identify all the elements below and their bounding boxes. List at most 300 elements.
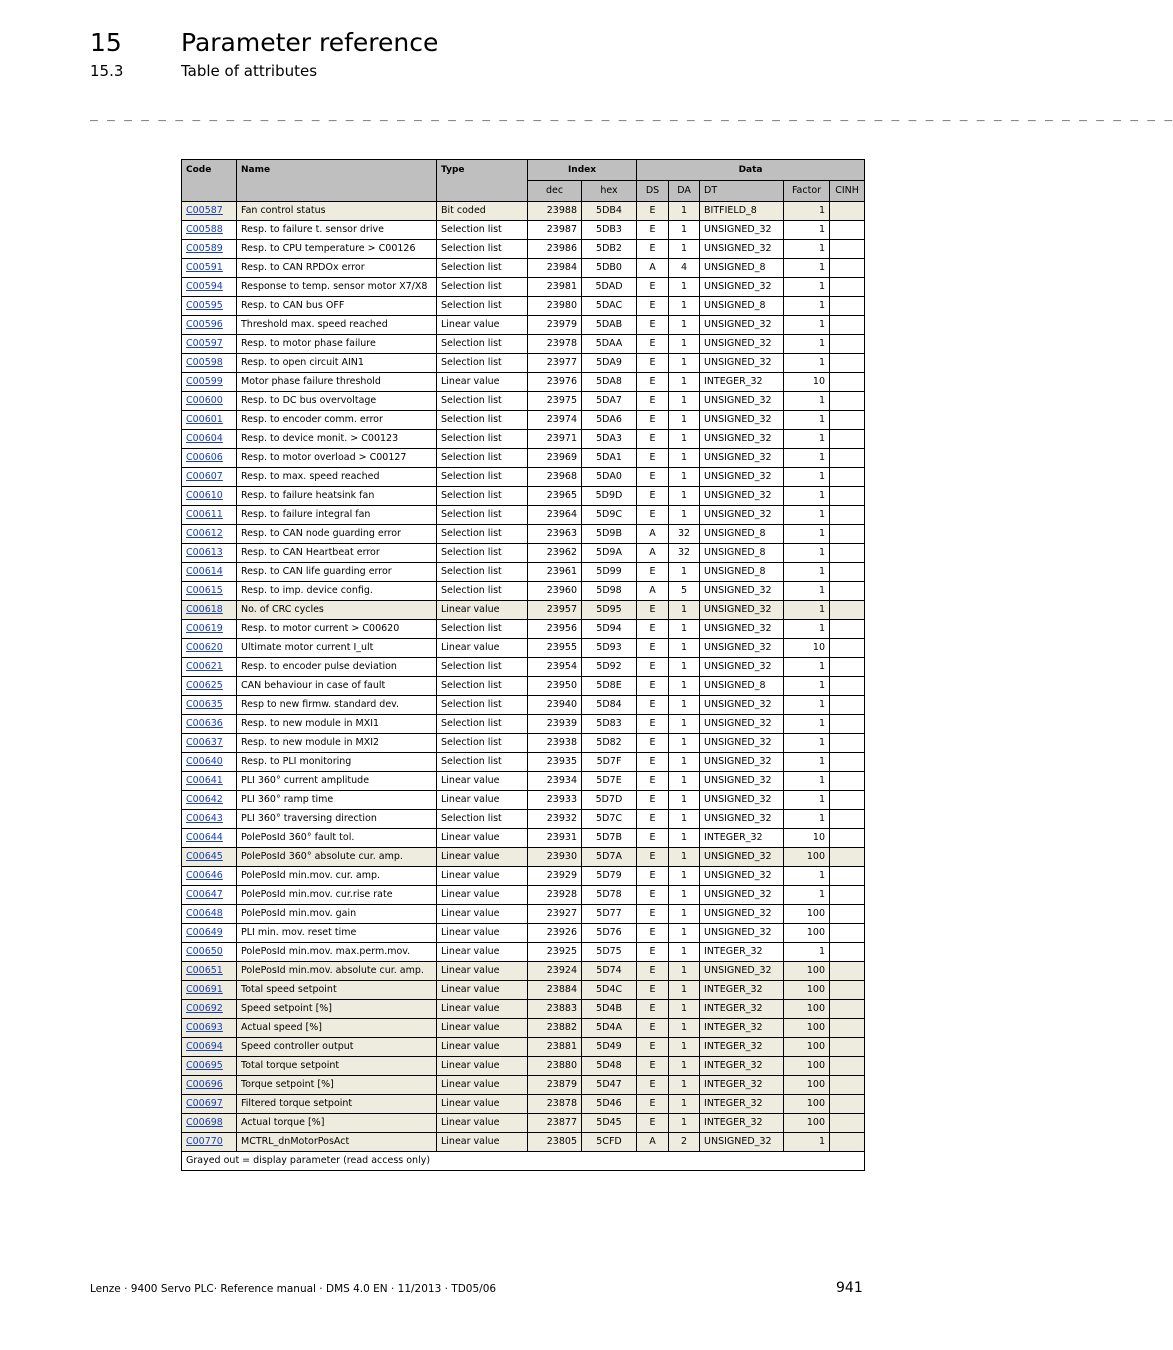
cell-dec: 23933 (528, 791, 582, 810)
table-row (182, 544, 865, 563)
cell-cinh (830, 1133, 865, 1152)
table-row (182, 297, 865, 316)
cell-hex: 5D93 (582, 639, 637, 658)
cell-da: 1 (669, 601, 700, 620)
cell-code (182, 316, 237, 335)
cell-da: 1 (669, 335, 700, 354)
parameter-code-link[interactable]: C00596 (186, 319, 223, 331)
parameter-code-link[interactable]: C00599 (186, 376, 223, 388)
cell-dt: UNSIGNED_32 (700, 354, 784, 373)
cell-ds: E (637, 335, 669, 354)
table-row (182, 1114, 865, 1133)
cell-factor: 1 (784, 582, 830, 601)
cell-ds: A (637, 544, 669, 563)
cell-dec: 23964 (528, 506, 582, 525)
parameter-code-link[interactable]: C00610 (186, 490, 223, 502)
parameter-code-link[interactable]: C00614 (186, 566, 223, 578)
cell-ds: E (637, 297, 669, 316)
parameter-code-link[interactable]: C00648 (186, 908, 223, 920)
cell-name: Filtered torque setpoint (237, 1095, 437, 1114)
cell-dt: UNSIGNED_32 (700, 924, 784, 943)
cell-type: Selection list (437, 430, 528, 449)
parameter-code-link[interactable]: C00692 (186, 1003, 223, 1015)
cell-hex: 5DB4 (582, 202, 637, 221)
cell-hex: 5DAC (582, 297, 637, 316)
cell-da: 1 (669, 886, 700, 905)
table-row (182, 373, 865, 392)
cell-ds: E (637, 886, 669, 905)
cell-hex: 5DB0 (582, 259, 637, 278)
cell-code (182, 1095, 237, 1114)
cell-type: Selection list (437, 354, 528, 373)
cell-da: 1 (669, 734, 700, 753)
cell-hex: 5D77 (582, 905, 637, 924)
cell-da: 1 (669, 772, 700, 791)
cell-hex: 5D99 (582, 563, 637, 582)
cell-dt: UNSIGNED_32 (700, 487, 784, 506)
cell-hex: 5D95 (582, 601, 637, 620)
cell-dt: UNSIGNED_32 (700, 221, 784, 240)
parameter-code-link[interactable]: C00636 (186, 718, 223, 730)
parameter-code-link[interactable]: C00694 (186, 1041, 223, 1053)
parameter-code-link[interactable]: C00691 (186, 984, 223, 996)
cell-factor: 1 (784, 886, 830, 905)
parameter-code-link[interactable]: C00604 (186, 433, 223, 445)
cell-factor: 1 (784, 354, 830, 373)
cell-dt: UNSIGNED_32 (700, 278, 784, 297)
cell-code (182, 563, 237, 582)
parameter-code-link[interactable]: C00643 (186, 813, 223, 825)
parameter-code-link[interactable]: C00697 (186, 1098, 223, 1110)
cell-dec: 23987 (528, 221, 582, 240)
cell-factor: 1 (784, 506, 830, 525)
cell-dt: INTEGER_32 (700, 1000, 784, 1019)
cell-type: Selection list (437, 582, 528, 601)
cell-dt: UNSIGNED_32 (700, 696, 784, 715)
cell-dt: INTEGER_32 (700, 1057, 784, 1076)
cell-ds: E (637, 772, 669, 791)
cell-dec: 23962 (528, 544, 582, 563)
cell-factor: 100 (784, 1076, 830, 1095)
cell-hex: 5D7A (582, 848, 637, 867)
table-row (182, 943, 865, 962)
cell-factor: 1 (784, 411, 830, 430)
cell-code (182, 696, 237, 715)
cell-name: Resp. to CAN Heartbeat error (237, 544, 437, 563)
cell-ds: E (637, 981, 669, 1000)
cell-factor: 1 (784, 468, 830, 487)
cell-code (182, 772, 237, 791)
parameter-code-link[interactable]: C00651 (186, 965, 223, 977)
cell-cinh (830, 468, 865, 487)
table-row (182, 772, 865, 791)
cell-type: Selection list (437, 259, 528, 278)
cell-hex: 5DB3 (582, 221, 637, 240)
parameter-code-link[interactable]: C00618 (186, 604, 223, 616)
table-row (182, 962, 865, 981)
parameter-code-link[interactable]: C00591 (186, 262, 223, 274)
parameter-code-link[interactable]: C00635 (186, 699, 223, 711)
cell-ds: E (637, 658, 669, 677)
cell-factor: 1 (784, 449, 830, 468)
cell-name: Resp. to motor current > C00620 (237, 620, 437, 639)
cell-ds: E (637, 1095, 669, 1114)
parameter-code-link[interactable]: C00607 (186, 471, 223, 483)
cell-code (182, 1000, 237, 1019)
section-title: Table of attributes (181, 62, 318, 80)
cell-dt: INTEGER_32 (700, 1095, 784, 1114)
parameter-code-link[interactable]: C00695 (186, 1060, 223, 1072)
cell-dec: 23960 (528, 582, 582, 601)
parameter-code-link[interactable]: C00698 (186, 1117, 223, 1129)
cell-hex: 5DA3 (582, 430, 637, 449)
cell-dec: 23879 (528, 1076, 582, 1095)
cell-type: Selection list (437, 468, 528, 487)
cell-da: 1 (669, 1019, 700, 1038)
cell-dec: 23925 (528, 943, 582, 962)
cell-type: Linear value (437, 791, 528, 810)
parameter-code-link[interactable]: C00649 (186, 927, 223, 939)
table-row (182, 278, 865, 297)
cell-cinh (830, 943, 865, 962)
parameter-code-link[interactable]: C00650 (186, 946, 223, 958)
cell-name: PolePosId min.mov. absolute cur. amp. (237, 962, 437, 981)
cell-type: Selection list (437, 810, 528, 829)
cell-type: Selection list (437, 506, 528, 525)
cell-factor: 100 (784, 1038, 830, 1057)
parameter-code-link[interactable]: C00637 (186, 737, 223, 749)
cell-type: Selection list (437, 278, 528, 297)
cell-dec: 23976 (528, 373, 582, 392)
cell-type: Linear value (437, 962, 528, 981)
cell-dt: INTEGER_32 (700, 943, 784, 962)
cell-ds: E (637, 1019, 669, 1038)
cell-da: 1 (669, 962, 700, 981)
cell-cinh (830, 221, 865, 240)
table-row (182, 734, 865, 753)
cell-ds: E (637, 905, 669, 924)
cell-da: 1 (669, 867, 700, 886)
cell-da: 1 (669, 943, 700, 962)
cell-ds: E (637, 677, 669, 696)
parameter-code-link[interactable]: C00696 (186, 1079, 223, 1091)
cell-type: Linear value (437, 772, 528, 791)
parameter-code-link[interactable]: C00770 (186, 1136, 223, 1148)
parameter-code-link[interactable]: C00587 (186, 205, 223, 217)
cell-cinh (830, 449, 865, 468)
table-row (182, 354, 865, 373)
parameter-code-link[interactable]: C00642 (186, 794, 223, 806)
cell-da: 1 (669, 392, 700, 411)
table-row (182, 658, 865, 677)
cell-dt: UNSIGNED_32 (700, 867, 784, 886)
parameter-code-link[interactable]: C00611 (186, 509, 223, 521)
cell-type: Selection list (437, 392, 528, 411)
cell-name: PLI 360° ramp time (237, 791, 437, 810)
cell-code (182, 449, 237, 468)
cell-dt: UNSIGNED_32 (700, 734, 784, 753)
cell-name: Actual torque [%] (237, 1114, 437, 1133)
table-row (182, 696, 865, 715)
cell-dec: 23950 (528, 677, 582, 696)
cell-hex: 5D9D (582, 487, 637, 506)
cell-dt: BITFIELD_8 (700, 202, 784, 221)
cell-type: Selection list (437, 335, 528, 354)
cell-hex: 5D74 (582, 962, 637, 981)
cell-dec: 23954 (528, 658, 582, 677)
cell-dec: 23956 (528, 620, 582, 639)
cell-name: Resp. to CAN node guarding error (237, 525, 437, 544)
header-dt: DT (700, 181, 784, 202)
cell-dec: 23968 (528, 468, 582, 487)
cell-hex: 5D9C (582, 506, 637, 525)
table-row (182, 791, 865, 810)
cell-ds: E (637, 620, 669, 639)
cell-code (182, 1019, 237, 1038)
cell-name: Fan control status (237, 202, 437, 221)
cell-code (182, 943, 237, 962)
cell-hex: 5D9B (582, 525, 637, 544)
cell-ds: E (637, 373, 669, 392)
cell-cinh (830, 506, 865, 525)
parameter-code-link[interactable]: C00595 (186, 300, 223, 312)
cell-type: Linear value (437, 1095, 528, 1114)
cell-ds: A (637, 259, 669, 278)
cell-code (182, 392, 237, 411)
table-row (182, 563, 865, 582)
parameter-code-link[interactable]: C00597 (186, 338, 223, 350)
cell-cinh (830, 316, 865, 335)
cell-dec: 23926 (528, 924, 582, 943)
parameter-code-link[interactable]: C00620 (186, 642, 223, 654)
section-number: 15.3 (90, 62, 124, 80)
cell-dt: INTEGER_32 (700, 1114, 784, 1133)
cell-code (182, 962, 237, 981)
cell-name: PLI 360° current amplitude (237, 772, 437, 791)
cell-cinh (830, 1038, 865, 1057)
table-row (182, 1076, 865, 1095)
cell-code (182, 677, 237, 696)
cell-da: 1 (669, 639, 700, 658)
cell-factor: 10 (784, 829, 830, 848)
cell-type: Linear value (437, 1000, 528, 1019)
cell-cinh (830, 601, 865, 620)
cell-type: Linear value (437, 905, 528, 924)
cell-hex: 5DA0 (582, 468, 637, 487)
table-row (182, 487, 865, 506)
cell-name: Resp. to motor overload > C00127 (237, 449, 437, 468)
cell-ds: E (637, 1000, 669, 1019)
parameter-code-link[interactable]: C00646 (186, 870, 223, 882)
cell-dec: 23981 (528, 278, 582, 297)
cell-cinh (830, 734, 865, 753)
cell-code (182, 734, 237, 753)
cell-hex: 5D7B (582, 829, 637, 848)
parameter-code-link[interactable]: C00640 (186, 756, 223, 768)
cell-code (182, 506, 237, 525)
cell-hex: 5D75 (582, 943, 637, 962)
parameter-code-link[interactable]: C00645 (186, 851, 223, 863)
cell-dec: 23881 (528, 1038, 582, 1057)
cell-da: 1 (669, 1057, 700, 1076)
cell-da: 32 (669, 544, 700, 563)
cell-factor: 1 (784, 1133, 830, 1152)
parameter-code-link[interactable]: C00693 (186, 1022, 223, 1034)
parameter-code-link[interactable]: C00621 (186, 661, 223, 673)
cell-ds: E (637, 867, 669, 886)
cell-type: Linear value (437, 886, 528, 905)
cell-da: 1 (669, 1114, 700, 1133)
table-row (182, 753, 865, 772)
cell-name: Resp. to CPU temperature > C00126 (237, 240, 437, 259)
cell-hex: 5D7C (582, 810, 637, 829)
cell-cinh (830, 411, 865, 430)
cell-dec: 23940 (528, 696, 582, 715)
cell-factor: 1 (784, 943, 830, 962)
cell-factor: 1 (784, 544, 830, 563)
parameter-code-link[interactable]: C00615 (186, 585, 223, 597)
cell-type: Linear value (437, 1019, 528, 1038)
table-row (182, 639, 865, 658)
cell-hex: 5D98 (582, 582, 637, 601)
cell-code (182, 430, 237, 449)
cell-cinh (830, 791, 865, 810)
cell-type: Selection list (437, 563, 528, 582)
cell-cinh (830, 525, 865, 544)
cell-factor: 100 (784, 905, 830, 924)
cell-dec: 23965 (528, 487, 582, 506)
cell-da: 1 (669, 297, 700, 316)
parameter-code-link[interactable]: C00606 (186, 452, 223, 464)
cell-dec: 23932 (528, 810, 582, 829)
cell-factor: 1 (784, 525, 830, 544)
cell-name: Resp. to failure heatsink fan (237, 487, 437, 506)
cell-name: Resp. to failure integral fan (237, 506, 437, 525)
table-row (182, 221, 865, 240)
cell-cinh (830, 639, 865, 658)
cell-name: Total speed setpoint (237, 981, 437, 1000)
parameter-code-link[interactable]: C00588 (186, 224, 223, 236)
cell-da: 1 (669, 620, 700, 639)
cell-hex: 5D45 (582, 1114, 637, 1133)
cell-ds: E (637, 354, 669, 373)
cell-type: Selection list (437, 658, 528, 677)
cell-code (182, 924, 237, 943)
table-row (182, 392, 865, 411)
parameter-code-link[interactable]: C00601 (186, 414, 223, 426)
cell-da: 1 (669, 791, 700, 810)
cell-name: Actual speed [%] (237, 1019, 437, 1038)
cell-dt: UNSIGNED_32 (700, 449, 784, 468)
cell-dt: UNSIGNED_32 (700, 639, 784, 658)
table-row (182, 411, 865, 430)
cell-factor: 1 (784, 810, 830, 829)
cell-da: 1 (669, 221, 700, 240)
parameter-code-link[interactable]: C00619 (186, 623, 223, 635)
cell-name: Ultimate motor current I_ult (237, 639, 437, 658)
parameter-code-link[interactable]: C00594 (186, 281, 223, 293)
cell-hex: 5DAB (582, 316, 637, 335)
cell-factor: 1 (784, 867, 830, 886)
cell-cinh (830, 829, 865, 848)
cell-name: Resp. to new module in MXI1 (237, 715, 437, 734)
cell-name: Resp. to PLI monitoring (237, 753, 437, 772)
cell-dt: UNSIGNED_32 (700, 506, 784, 525)
cell-cinh (830, 259, 865, 278)
cell-dt: UNSIGNED_32 (700, 905, 784, 924)
cell-name: PolePosId min.mov. cur. amp. (237, 867, 437, 886)
table-row (182, 240, 865, 259)
cell-type: Selection list (437, 620, 528, 639)
cell-ds: E (637, 316, 669, 335)
cell-dt: INTEGER_32 (700, 1019, 784, 1038)
cell-cinh (830, 620, 865, 639)
cell-hex: 5D78 (582, 886, 637, 905)
parameter-code-link[interactable]: C00600 (186, 395, 223, 407)
cell-code (182, 886, 237, 905)
parameter-code-link[interactable]: C00647 (186, 889, 223, 901)
parameter-code-link[interactable]: C00612 (186, 528, 223, 540)
cell-ds: E (637, 449, 669, 468)
cell-cinh (830, 1057, 865, 1076)
cell-hex: 5CFD (582, 1133, 637, 1152)
cell-type: Linear value (437, 639, 528, 658)
parameter-code-link[interactable]: C00613 (186, 547, 223, 559)
cell-dec: 23880 (528, 1057, 582, 1076)
cell-hex: 5DA9 (582, 354, 637, 373)
cell-cinh (830, 430, 865, 449)
cell-da: 1 (669, 354, 700, 373)
cell-ds: E (637, 1114, 669, 1133)
cell-factor: 100 (784, 1057, 830, 1076)
chapter-title: Parameter reference (181, 28, 439, 57)
cell-type: Selection list (437, 240, 528, 259)
cell-dec: 23877 (528, 1114, 582, 1133)
cell-cinh (830, 240, 865, 259)
cell-da: 1 (669, 658, 700, 677)
cell-code (182, 620, 237, 639)
header-code: Code (182, 160, 237, 181)
cell-da: 1 (669, 677, 700, 696)
cell-dt: UNSIGNED_32 (700, 240, 784, 259)
cell-cinh (830, 772, 865, 791)
cell-factor: 10 (784, 373, 830, 392)
cell-name: Resp. to encoder comm. error (237, 411, 437, 430)
parameter-code-link[interactable]: C00644 (186, 832, 223, 844)
cell-type: Selection list (437, 696, 528, 715)
cell-dec: 23975 (528, 392, 582, 411)
table-row (182, 525, 865, 544)
cell-dec: 23978 (528, 335, 582, 354)
parameter-code-link[interactable]: C00625 (186, 680, 223, 692)
cell-hex: 5D7D (582, 791, 637, 810)
cell-factor: 1 (784, 715, 830, 734)
header-type: Type (437, 160, 528, 181)
parameter-code-link[interactable]: C00641 (186, 775, 223, 787)
cell-factor: 1 (784, 772, 830, 791)
cell-factor: 100 (784, 962, 830, 981)
cell-code (182, 639, 237, 658)
cell-dec: 23931 (528, 829, 582, 848)
header-name: Name (237, 160, 437, 181)
cell-cinh (830, 582, 865, 601)
cell-dec: 23988 (528, 202, 582, 221)
cell-da: 4 (669, 259, 700, 278)
cell-cinh (830, 810, 865, 829)
parameter-code-link[interactable]: C00598 (186, 357, 223, 369)
parameter-code-link[interactable]: C00589 (186, 243, 223, 255)
cell-ds: E (637, 848, 669, 867)
